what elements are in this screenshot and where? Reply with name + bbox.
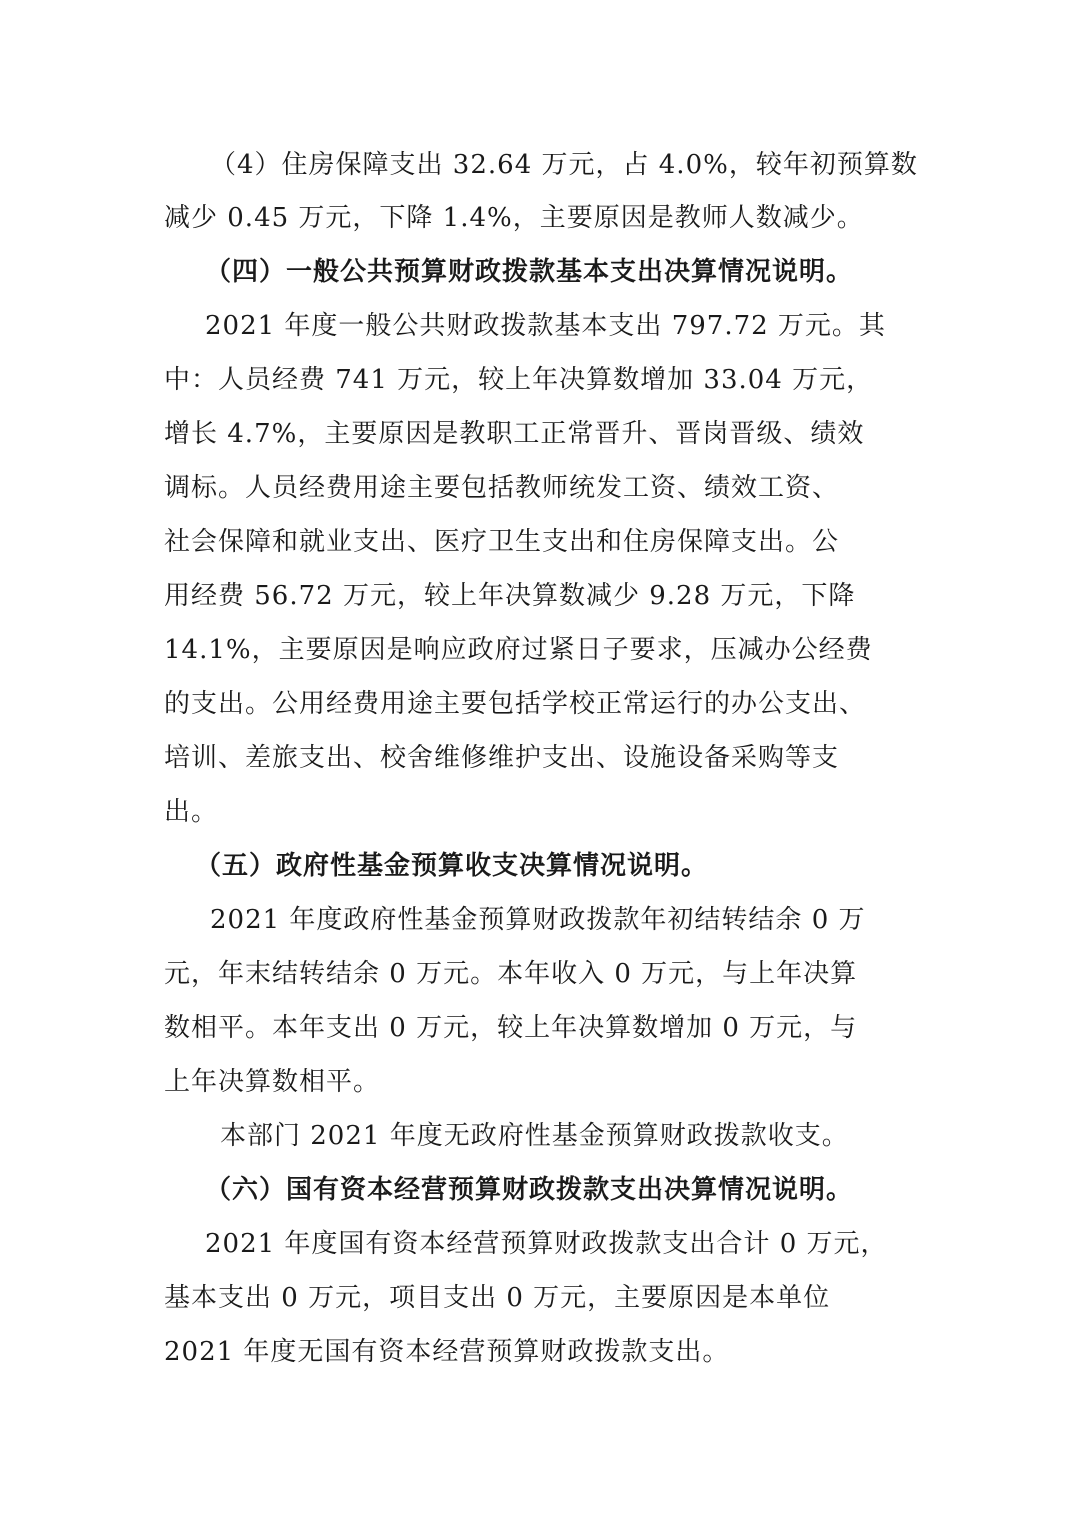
paragraph-line: 14.1%，主要原因是响应政府过紧日子要求，压减办公经费 <box>164 635 873 665</box>
paragraph-line: 2021 年度国有资本经营预算财政拨款支出合计 0 万元， <box>205 1229 888 1259</box>
section-heading-6: （六）国有资本经营预算财政拨款支出决算情况说明。 <box>205 1175 854 1205</box>
paragraph-line: 出。 <box>164 797 219 827</box>
paragraph-line: 上年决算数相平。 <box>164 1067 381 1097</box>
paragraph-line: 本部门 2021 年度无政府性基金预算财政拨款收支。 <box>220 1121 849 1151</box>
section-heading-4: （四）一般公共预算财政拨款基本支出决算情况说明。 <box>205 257 854 287</box>
paragraph-line: 数相平。本年支出 0 万元，较上年决算数增加 0 万元，与 <box>164 1013 858 1043</box>
paragraph-line: 调标。人员经费用途主要包括教师统发工资、绩效工资、 <box>164 473 840 503</box>
paragraph-line: 元，年末结转结余 0 万元。本年收入 0 万元，与上年决算 <box>164 959 858 989</box>
paragraph-line: 增长 4.7%，主要原因是教职工正常晋升、晋岗晋级、绩效 <box>164 419 865 449</box>
paragraph-line: 2021 年度政府性基金预算财政拨款年初结转结余 0 万 <box>210 905 866 935</box>
paragraph-line: （4）住房保障支出 32.64 万元，占 4.0%，较年初预算数 <box>210 150 918 180</box>
paragraph-line: 2021 年度无国有资本经营预算财政拨款支出。 <box>164 1337 730 1367</box>
section-heading-5: （五）政府性基金预算收支决算情况说明。 <box>195 851 709 881</box>
paragraph-line: 2021 年度一般公共财政拨款基本支出 797.72 万元。其 <box>205 311 886 341</box>
paragraph-line: 用经费 56.72 万元，较上年决算数减少 9.28 万元，下降 <box>164 581 856 611</box>
paragraph-line: 减少 0.45 万元，下降 1.4%，主要原因是教师人数减少。 <box>164 203 864 233</box>
paragraph-line: 的支出。公用经费用途主要包括学校正常运行的办公支出、 <box>164 689 867 719</box>
paragraph-line: 培训、差旅支出、校舍维修维护支出、设施设备采购等支 <box>164 743 840 773</box>
paragraph-line: 中：人员经费 741 万元，较上年决算数增加 33.04 万元， <box>164 365 874 395</box>
paragraph-line: 社会保障和就业支出、医疗卫生支出和住房保障支出。公 <box>164 527 840 557</box>
paragraph-line: 基本支出 0 万元，项目支出 0 万元，主要原因是本单位 <box>164 1283 831 1313</box>
